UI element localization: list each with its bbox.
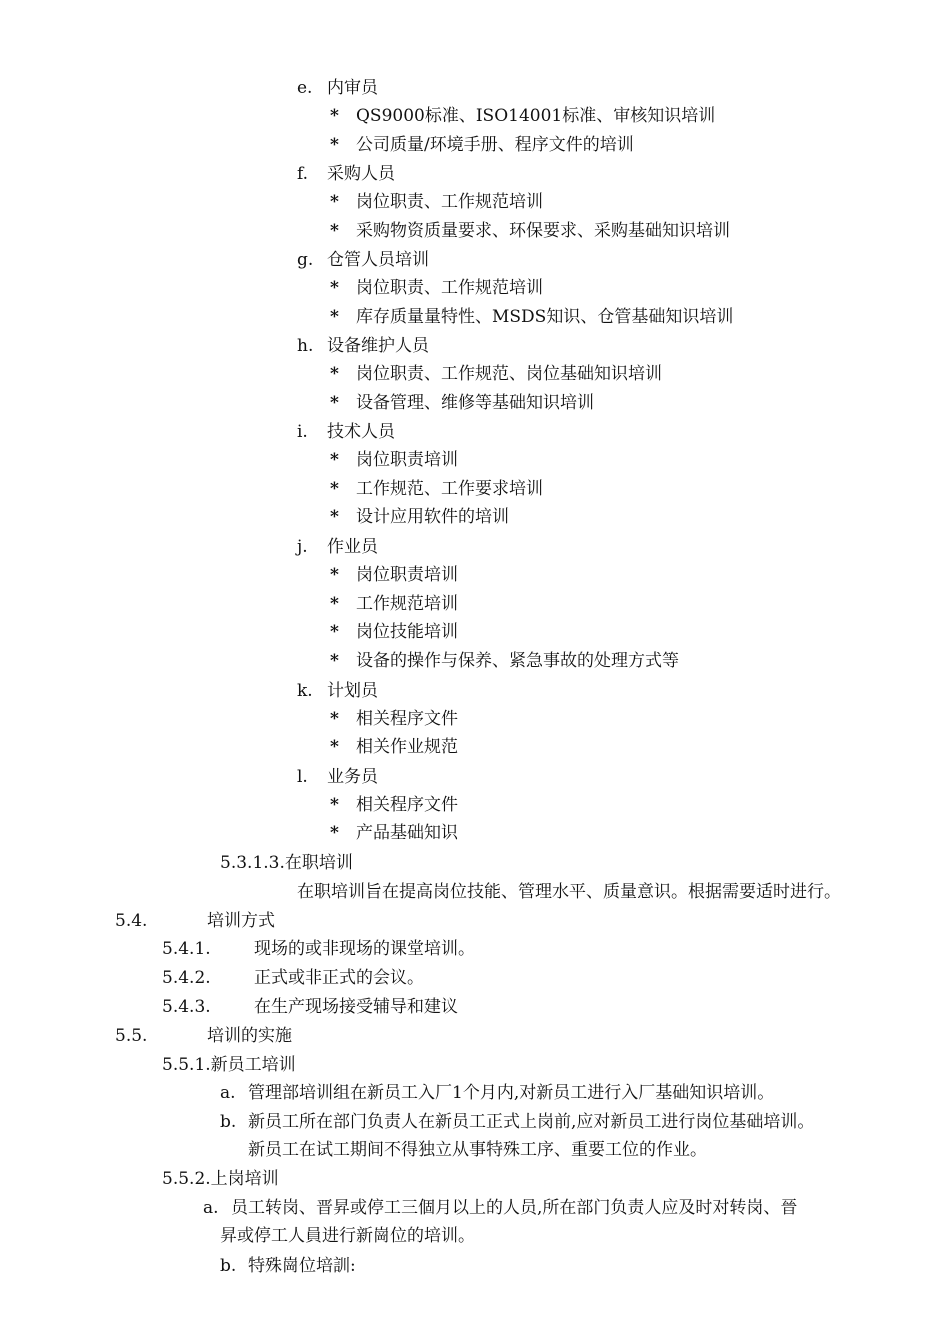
line-text: 相关作业规范 bbox=[356, 737, 458, 757]
line-text: QS9000标准、ISO14001标准、审核知识培训 bbox=[356, 106, 716, 126]
bullet-item bbox=[330, 594, 458, 614]
numbered-item bbox=[297, 767, 378, 787]
line-text: 作业员 bbox=[327, 537, 378, 557]
line-text: 岗位职责、工作规范、岗位基础知识培训 bbox=[356, 364, 662, 384]
bullet-item bbox=[330, 565, 458, 585]
bullet-item bbox=[330, 479, 543, 499]
bullet-item bbox=[330, 737, 458, 757]
item-number: h. bbox=[297, 336, 314, 356]
numbered-item bbox=[162, 997, 458, 1017]
numbered-item bbox=[115, 1026, 292, 1046]
text-line bbox=[248, 1140, 707, 1160]
bullet-marker: * bbox=[330, 192, 339, 212]
line-text: 设备管理、维修等基础知识培训 bbox=[356, 393, 594, 413]
bullet-marker: * bbox=[330, 479, 339, 499]
line-text: 相关程序文件 bbox=[356, 795, 458, 815]
bullet-marker: * bbox=[330, 364, 339, 384]
item-number: 5.4.1. bbox=[162, 939, 211, 959]
numbered-item bbox=[297, 681, 378, 701]
bullet-marker: * bbox=[330, 823, 339, 843]
line-text: 公司质量/环境手册、程序文件的培训 bbox=[356, 135, 634, 155]
line-text: 产品基础知识 bbox=[356, 823, 458, 843]
bullet-marker: * bbox=[330, 507, 339, 527]
bullet-marker: * bbox=[330, 450, 339, 470]
text-line bbox=[220, 1226, 475, 1246]
bullet-item bbox=[330, 450, 458, 470]
bullet-marker: * bbox=[330, 106, 339, 126]
item-number: i. bbox=[297, 422, 308, 442]
line-text: 岗位职责培训 bbox=[356, 450, 458, 470]
line-text: 正式或非正式的会议。 bbox=[254, 968, 424, 988]
numbered-item bbox=[220, 1083, 774, 1103]
line-text: 5.5.1.新员工培训 bbox=[162, 1055, 296, 1075]
line-text: 仓管人员培训 bbox=[327, 250, 429, 270]
line-text: 技术人员 bbox=[327, 422, 395, 442]
numbered-item bbox=[297, 422, 395, 442]
line-text: 管理部培训组在新员工入厂1个月内,对新员工进行入厂基础知识培训。 bbox=[248, 1083, 775, 1103]
bullet-marker: * bbox=[330, 622, 339, 642]
item-number: g. bbox=[297, 250, 314, 270]
bullet-item bbox=[330, 364, 662, 384]
item-number: b. bbox=[220, 1256, 237, 1276]
line-text: 员工转岗、晋昇或停工三個月以上的人员,所在部门负责人应及时对转岗、晉 bbox=[231, 1198, 798, 1218]
item-number: a. bbox=[203, 1198, 219, 1218]
text-line bbox=[220, 853, 353, 873]
line-text: 新员工所在部门负责人在新员工正式上岗前,应对新员工进行岗位基础培训。 bbox=[248, 1112, 815, 1132]
line-text: 培训的实施 bbox=[207, 1026, 292, 1046]
bullet-item bbox=[330, 221, 730, 241]
item-number: 5.4.3. bbox=[162, 997, 211, 1017]
bullet-item bbox=[330, 651, 679, 671]
line-text: 现场的或非现场的课堂培训。 bbox=[254, 939, 475, 959]
bullet-marker: * bbox=[330, 221, 339, 241]
line-text: 培训方式 bbox=[207, 911, 275, 931]
numbered-item bbox=[297, 537, 378, 557]
bullet-marker: * bbox=[330, 565, 339, 585]
bullet-item bbox=[330, 278, 543, 298]
line-text: 设计应用软件的培训 bbox=[356, 507, 509, 527]
line-text: 设备的操作与保养、紧急事故的处理方式等 bbox=[356, 651, 679, 671]
bullet-item bbox=[330, 795, 458, 815]
item-number: 5.4.2. bbox=[162, 968, 211, 988]
numbered-item bbox=[297, 336, 429, 356]
line-text: 采购人员 bbox=[327, 164, 395, 184]
bullet-marker: * bbox=[330, 393, 339, 413]
line-text: 在生产现场接受辅导和建议 bbox=[254, 997, 458, 1017]
bullet-item bbox=[330, 393, 594, 413]
bullet-marker: * bbox=[330, 737, 339, 757]
line-text: 计划员 bbox=[327, 681, 378, 701]
text-line bbox=[162, 1055, 296, 1075]
text-line bbox=[162, 1169, 279, 1189]
item-number: j. bbox=[297, 537, 308, 557]
bullet-marker: * bbox=[330, 651, 339, 671]
numbered-item bbox=[220, 1112, 814, 1132]
line-text: 库存质量量特性、MSDS知识、仓管基础知识培训 bbox=[356, 307, 734, 327]
line-text: 岗位职责、工作规范培训 bbox=[356, 192, 543, 212]
item-number: 5.4. bbox=[115, 911, 148, 931]
line-text: 内审员 bbox=[327, 78, 378, 98]
line-text: 在职培训旨在提高岗位技能、管理水平、质量意识。根据需要适时进行。 bbox=[297, 882, 841, 902]
line-text: 5.5.2.上岗培训 bbox=[162, 1169, 279, 1189]
line-text: 工作规范培训 bbox=[356, 594, 458, 614]
bullet-item bbox=[330, 106, 715, 126]
item-number: f. bbox=[297, 164, 309, 184]
bullet-marker: * bbox=[330, 135, 339, 155]
line-text: 5.3.1.3.在职培训 bbox=[220, 853, 353, 873]
line-text: 相关程序文件 bbox=[356, 709, 458, 729]
bullet-item bbox=[330, 507, 509, 527]
bullet-marker: * bbox=[330, 795, 339, 815]
bullet-item bbox=[330, 135, 634, 155]
bullet-marker: * bbox=[330, 278, 339, 298]
line-text: 岗位技能培训 bbox=[356, 622, 458, 642]
item-number: 5.5. bbox=[115, 1026, 148, 1046]
numbered-item bbox=[297, 78, 378, 98]
bullet-item bbox=[330, 823, 458, 843]
line-text: 采购物资质量要求、环保要求、采购基础知识培训 bbox=[356, 221, 730, 241]
line-text: 设备维护人员 bbox=[327, 336, 429, 356]
bullet-item bbox=[330, 192, 543, 212]
numbered-item bbox=[162, 939, 475, 959]
text-line bbox=[297, 882, 841, 902]
bullet-marker: * bbox=[330, 307, 339, 327]
line-text: 昇或停工人員进行新崗位的培训。 bbox=[220, 1226, 475, 1246]
item-number: a. bbox=[220, 1083, 236, 1103]
bullet-marker: * bbox=[330, 709, 339, 729]
numbered-item bbox=[115, 911, 275, 931]
numbered-item bbox=[220, 1256, 356, 1276]
numbered-item bbox=[297, 250, 429, 270]
line-text: 新员工在试工期间不得独立从事特殊工序、重要工位的作业。 bbox=[248, 1140, 707, 1160]
bullet-item bbox=[330, 622, 458, 642]
line-text: 特殊崗位培訓: bbox=[248, 1256, 356, 1276]
line-text: 工作规范、工作要求培训 bbox=[356, 479, 543, 499]
item-number: b. bbox=[220, 1112, 237, 1132]
item-number: e. bbox=[297, 78, 313, 98]
bullet-marker: * bbox=[330, 594, 339, 614]
bullet-item bbox=[330, 307, 733, 327]
numbered-item bbox=[203, 1198, 797, 1218]
item-number: l. bbox=[297, 767, 308, 787]
line-text: 岗位职责培训 bbox=[356, 565, 458, 585]
line-text: 业务员 bbox=[327, 767, 378, 787]
line-text: 岗位职责、工作规范培训 bbox=[356, 278, 543, 298]
item-number: k. bbox=[297, 681, 313, 701]
numbered-item bbox=[297, 164, 395, 184]
bullet-item bbox=[330, 709, 458, 729]
numbered-item bbox=[162, 968, 424, 988]
